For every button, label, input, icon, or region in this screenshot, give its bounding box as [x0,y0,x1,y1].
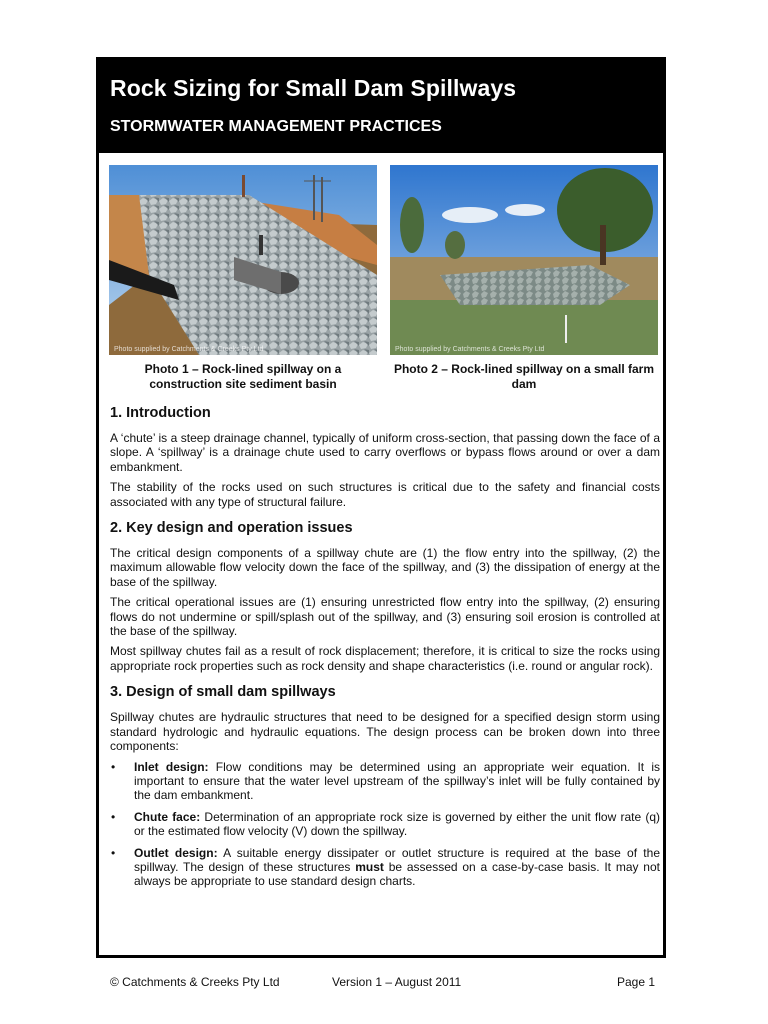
list-item-text: A suitable energy dissipater or outlet structure is required at the base of the spillway. The design of these structures [134,845,660,874]
photo-1-image [109,165,377,355]
list-item-label: Inlet design: [134,759,209,774]
list-item-label: Outlet design: [134,845,218,860]
list-item-label: Chute face: [134,809,201,824]
document-subtitle: STORMWATER MANAGEMENT PRACTICES [110,118,442,135]
section-key-issues [110,520,660,673]
paragraph: Most spillway chutes fail as a result of rock displacement; therefore, it is critical to size the rocks using appropriate rock properties such as rock density and shape characteristics (i.e. round or angular rock). [110,644,660,673]
footer-version: Version 1 – August 2011 [332,975,462,989]
paragraph: The critical design components of a spillway chute are (1) the flow entry into the spillway, (2) the maximum allowable flow velocity down the face of the spillway, and (3) the dissipation of energy at the base of the spillway. [110,546,660,589]
section-heading: 2. Key design and operation issues [110,520,353,537]
section-heading: 1. Introduction [110,405,211,421]
photo-credit: Photo supplied by Catchments & Creeks Pty Ltd [395,346,545,353]
paragraph: The stability of the rocks used on such structures is critical due to the safety and financial costs associated with any type of structural failure. [110,480,660,509]
photo-credit: Photo supplied by Catchments & Creeks Pty Ltd [114,346,264,353]
document-title: Rock Sizing for Small Dam Spillways [110,75,517,101]
title-banner [99,60,663,153]
document-body [110,405,660,900]
list-item-text: Determination of an appropriate rock size is governed by either the unit flow rate (q) or the estimated flow velocity (V) down the spillway. [134,809,660,839]
bullet-marker: • [111,809,116,824]
emphasis-word: must [355,859,384,874]
photo-construction-spillway [109,165,377,355]
bullet-marker: • [111,759,116,774]
photo-farm-dam-spillway [390,165,658,355]
list-item [110,810,660,839]
list-item-text: Flow conditions may be determined using an appropriate weir equation. It is important to ensure that the water level upstream of the spillway’s inlet will be fully contained by the dam embankment. [134,759,661,803]
list-item [110,846,660,889]
paragraph: A ‘chute’ is a steep drainage channel, typically of uniform cross-section, that passing down the face of a slope. A ‘spillway’ is a drainage chute used to carry overflows or bypass flows around or over a dam embankment. [110,431,660,474]
photo-2-image [390,165,658,355]
list-item [110,760,660,803]
design-components-list [110,760,660,889]
footer-copyright: © Catchments & Creeks Pty Ltd [110,975,280,989]
photo-2-caption: Photo 2 – Rock-lined spillway on a small farm dam [393,362,655,391]
footer-page-number: Page 1 [617,975,656,989]
photo-1-caption: Photo 1 – Rock-lined spillway on a construction site sediment basin [144,362,342,391]
bullet-marker: • [111,845,116,860]
section-heading: 3. Design of small dam spillways [110,684,336,701]
document-frame [96,57,666,958]
paragraph: Spillway chutes are hydraulic structures that need to be designed for a specified design storm using standard hydrologic and hydraulic equations. The design process can be broken down into three components: [110,710,660,754]
paragraph: The critical operational issues are (1) ensuring unrestricted flow entry into the spillway, (2) ensuring flows do not undermine or spill/splash out of the spillway, and (3) ensuring soil erosion is controlled at the base of the spillway. [110,595,660,639]
list-item-text-continued: be assessed on a case-by-case basis. It may not always be appropriate to use standard design charts. [134,859,660,889]
section-design [110,684,660,888]
section-introduction [110,405,660,509]
